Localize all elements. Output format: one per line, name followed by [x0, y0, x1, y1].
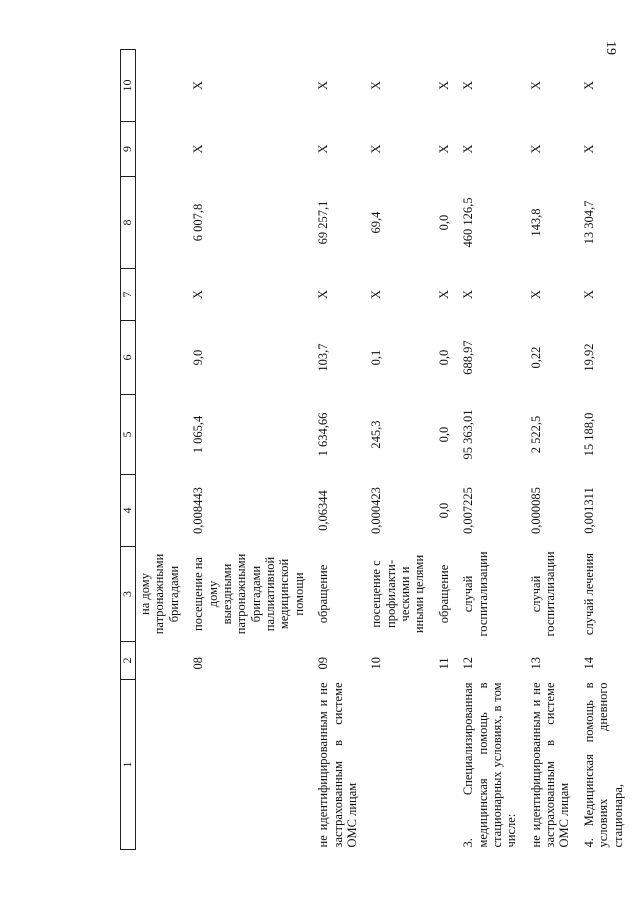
cell-col10: X — [581, 80, 596, 91]
cell-col7: X — [581, 289, 596, 300]
cell-col10: X — [461, 80, 476, 91]
cell-cost: 15 188,0 — [581, 412, 596, 457]
cell-cost: 245,3 — [369, 420, 384, 449]
cell-total — [136, 177, 186, 269]
cell-norm: 0,1 — [369, 349, 384, 366]
cell-col10: X — [191, 80, 206, 91]
cell-row-number — [136, 642, 186, 680]
cell-row-number: 14 — [581, 657, 596, 670]
cell-col7: X — [316, 289, 331, 300]
cell-norm — [136, 321, 186, 395]
cell-col10: X — [316, 80, 331, 91]
cell-col7: X — [191, 289, 206, 300]
header-cell: 1 — [121, 680, 136, 850]
cell-indicator: не идентифицированным и не застрахованным в системе ОМС лицам — [316, 682, 359, 848]
cell-col9: X — [436, 144, 451, 154]
cell-col7: X — [369, 289, 384, 300]
cell-norm: 103,7 — [316, 343, 331, 372]
header-cell: 5 — [121, 395, 136, 475]
cell-col9: X — [528, 144, 543, 154]
cell-col7: X — [436, 289, 451, 300]
cell-cost: 1 634,66 — [316, 412, 331, 457]
cell-col9 — [136, 122, 186, 177]
cell-indicator — [431, 680, 455, 850]
cell-col10 — [136, 50, 186, 122]
cell-norm: 19,92 — [581, 343, 596, 372]
table-row — [363, 50, 431, 850]
cell-row-number: 08 — [191, 657, 206, 670]
cell-col10: X — [528, 80, 543, 91]
cell-norm: 688,97 — [461, 340, 476, 375]
cell-volume: 0,000085 — [528, 487, 543, 534]
cell-cost: 1 065,4 — [191, 415, 206, 454]
table-row — [576, 50, 629, 850]
table-row — [136, 50, 186, 850]
cell-indicator — [363, 680, 431, 850]
cell-volume: 0,001311 — [581, 487, 596, 534]
cell-indicator — [136, 680, 186, 850]
cell-unit: посещение с профилакти-ческими и иными целями — [369, 554, 427, 634]
cell-col9: X — [581, 144, 596, 154]
cell-total: 13 304,7 — [581, 200, 596, 245]
cell-col9: X — [316, 144, 331, 154]
cell-unit: случай госпитализации — [461, 551, 490, 637]
cell-total: 460 126,5 — [461, 197, 476, 248]
cell-norm: 0,0 — [436, 349, 451, 366]
header-row — [121, 50, 136, 850]
cell-total: 0,0 — [436, 214, 451, 231]
cell-unit: случай госпитализации — [528, 551, 557, 637]
cell-col10: X — [436, 80, 451, 91]
header-cell: 2 — [121, 642, 136, 680]
header-cell: 8 — [121, 177, 136, 269]
cell-cost — [136, 395, 186, 475]
cell-indicator: не идентифицированным и не застрахованным в системе ОМС лицам — [528, 682, 572, 848]
cell-col10: X — [369, 80, 384, 91]
cell-unit: обращение — [316, 564, 331, 624]
cell-col9: X — [369, 144, 384, 154]
cell-total: 6 007,8 — [191, 203, 206, 242]
cell-row-number: 12 — [461, 657, 476, 670]
cell-total: 69 257,1 — [316, 200, 331, 245]
cell-indicator: 3. Специализированная медицинская помощь в стационарных условиях, в том числе: — [461, 682, 519, 848]
cell-indicator: 4. Медицинская помощь в условиях дневного стационара, — [581, 682, 625, 848]
cell-row-number: 11 — [436, 657, 451, 670]
cell-total: 69,4 — [369, 211, 384, 234]
header-cell: 4 — [121, 475, 136, 547]
table-row — [431, 50, 455, 850]
cell-row-number: 10 — [369, 657, 384, 670]
cell-unit: обращение — [436, 564, 451, 624]
cell-volume: 0,007225 — [461, 487, 476, 534]
financing-table — [120, 49, 629, 850]
cell-norm: 9,0 — [191, 349, 206, 366]
cell-col9: X — [191, 144, 206, 154]
page-number: 19 — [603, 41, 618, 55]
cell-unit: случай лечения — [581, 552, 596, 636]
cell-col7 — [136, 269, 186, 321]
cell-col7: X — [461, 289, 476, 300]
table-row — [185, 50, 310, 850]
cell-cost: 95 363,01 — [461, 409, 476, 460]
header-cell: 6 — [121, 321, 136, 395]
header-cell: 10 — [121, 50, 136, 122]
cell-row-number: 13 — [528, 657, 543, 670]
table-row — [310, 50, 363, 850]
table-row — [523, 50, 576, 850]
cell-cost: 0,0 — [436, 426, 451, 443]
cell-volume: 0,06344 — [316, 490, 331, 531]
cell-total: 143,8 — [528, 208, 543, 237]
cell-volume — [136, 475, 186, 547]
header-cell: 9 — [121, 122, 136, 177]
cell-unit: посещение на дому выездными патронажными бригадами паллиативной медицинской помощи — [191, 553, 306, 635]
cell-unit: на дому патронажными бригадами — [138, 553, 181, 635]
header-cell: 3 — [121, 547, 136, 642]
cell-col7: X — [528, 289, 543, 300]
cell-norm: 0,22 — [528, 346, 543, 369]
cell-volume: 0,0 — [436, 502, 451, 519]
cell-volume: 0,008443 — [191, 487, 206, 534]
cell-cost: 2 522,5 — [528, 415, 543, 454]
cell-col9: X — [461, 144, 476, 154]
table-row — [455, 50, 523, 850]
header-cell: 7 — [121, 269, 136, 321]
cell-row-number: 09 — [316, 657, 331, 670]
cell-indicator — [185, 680, 310, 850]
cell-volume: 0,000423 — [369, 487, 384, 534]
